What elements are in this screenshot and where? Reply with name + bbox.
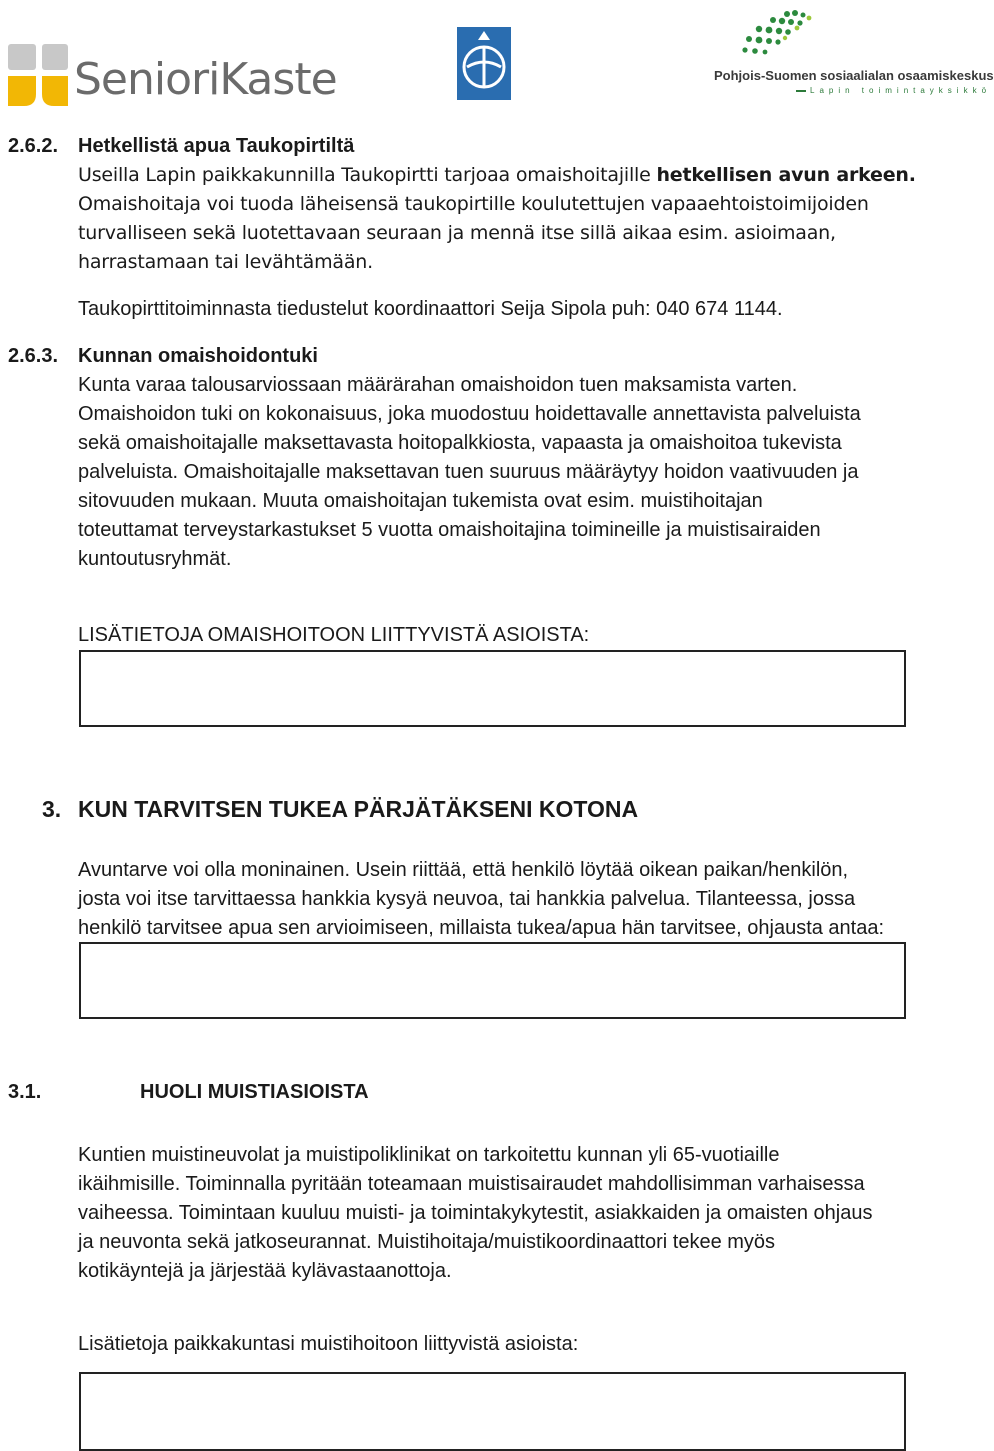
section-title-2-6-2: Hetkellistä apua Taukopirtiltä xyxy=(78,135,355,157)
paragraph-line: sekä omaishoitajalle maksettavasta hoitopalkkiosta, vapaasta ja omaishoitoa tukevista xyxy=(78,432,842,454)
paragraph-line: turvalliseen sekä luotettavaan seuraan ja mennä itse sillä aikaa esim. asioimaan, xyxy=(78,222,836,244)
paragraph-line: ja neuvonta sekä jatkoseurannat. Muistihoitaja/muistikoordinaattori tekee myös xyxy=(78,1231,776,1253)
contact-info: Taukopirttitoiminnasta tiedustelut koordinaattori Seija Sipola puh: 040 674 1144. xyxy=(78,298,783,320)
section-number-2-6-3: 2.6.3. xyxy=(8,345,59,367)
paragraph-line: sitovuuden mukaan. Muuta omaishoitajan tukemista ovat esim. muistihoitajan xyxy=(78,490,763,512)
seniorikaste-logo xyxy=(6,40,336,110)
paragraph-line: Kuntien muistineuvolat ja muistipoliklinikat on tarkoitettu kunnan yli 65-vuotiaille xyxy=(78,1144,780,1166)
omaishoito-info-field[interactable] xyxy=(79,650,906,727)
paragraph-line xyxy=(78,161,916,190)
paragraph-line: ikäihmisille. Toiminnalla pyritään toteamaan muistisairaudet mahdollisimman varhaisessa xyxy=(78,1173,865,1195)
paragraph-line: Omaishoidon tuki on kokonaisuus, joka muodostuu hoidettavalle annettavista palveluista xyxy=(78,403,861,425)
paragraph-line: Kunta varaa talousarviossaan määrärahan omaishoidon tuen maksamista varten. xyxy=(78,374,798,396)
paragraph-line: kotikäyntejä ja järjestää kylävastaanottoja. xyxy=(78,1260,452,1282)
section-title-3-1: HUOLI MUISTIASIOISTA xyxy=(140,1081,369,1103)
paragraph-line: Avuntarve voi olla moninainen. Usein riittää, että henkilö löytää oikean paikan/henkilön, xyxy=(78,859,849,881)
emphasis-text: hetkellisen avun arkeen. xyxy=(656,164,916,186)
text-run: Useilla Lapin paikkakunnilla Taukopirtti tarjoaa omaishoitajille xyxy=(78,164,657,186)
leaf-dots-icon xyxy=(727,8,817,62)
paragraph-line: palveluista. Omaishoitajalle maksettavan tuen suuruus määräytyy hoidon vaativuuden ja xyxy=(78,461,859,483)
paragraph-line: henkilö tarvitsee apua sen arvioimiseen, millaista tukea/apua hän tarvitsee, ohjausta antaa: xyxy=(78,917,885,939)
church-logo xyxy=(457,27,511,100)
section-number-2-6-2: 2.6.2. xyxy=(8,135,59,157)
pss-divider xyxy=(796,90,806,92)
church-emblem-icon xyxy=(457,27,511,100)
more-info-label: Lisätietoja paikkakuntasi muistihoitoon liittyvistä asioista: xyxy=(78,1333,579,1355)
more-info-label: LISÄTIETOJA OMAISHOITOON LIITTYVISTÄ ASIOISTA: xyxy=(78,624,590,646)
section-number-3-1: 3.1. xyxy=(8,1081,42,1103)
pss-logo xyxy=(712,8,994,98)
paragraph-line: vaiheessa. Toimintaan kuuluu muisti- ja toimintakykytestit, asiakkaiden ja omaisten ohjaus xyxy=(78,1202,873,1224)
paragraph-line: kuntoutusryhmät. xyxy=(78,548,232,570)
pss-logo-title: Pohjois-Suomen sosiaalialan osaamiskeskus xyxy=(714,68,994,83)
pss-subtitle-row xyxy=(796,86,992,96)
memory-care-info-field[interactable] xyxy=(79,1372,906,1451)
pss-logo-subtitle: Lapin toimintayksikkö xyxy=(810,86,992,95)
section-title-2-6-3: Kunnan omaishoidontuki xyxy=(78,345,318,367)
paragraph-line: harrastamaan tai levähtämään. xyxy=(78,251,373,273)
paragraph-line: Omaishoitaja voi tuoda läheisensä taukopirtille koulutettujen vapaaehtoistoimijoiden xyxy=(78,193,869,215)
paragraph-line: josta voi itse tarvittaessa hankkia kysyä neuvoa, tai hankkia palvelua. Tilanteessa, jossa xyxy=(78,888,856,910)
guidance-provider-field[interactable] xyxy=(79,942,906,1019)
seniorikaste-logo-text: SenioriKaste xyxy=(74,54,337,105)
section-number-3: 3. xyxy=(42,796,62,822)
seniorikaste-logo-mark xyxy=(6,42,76,110)
paragraph-line: toteuttamat terveystarkastukset 5 vuotta omaishoitajina toimineille ja muistisairaiden xyxy=(78,519,821,541)
section-title-3: KUN TARVITSEN TUKEA PÄRJÄTÄKSENI KOTONA xyxy=(78,796,639,822)
